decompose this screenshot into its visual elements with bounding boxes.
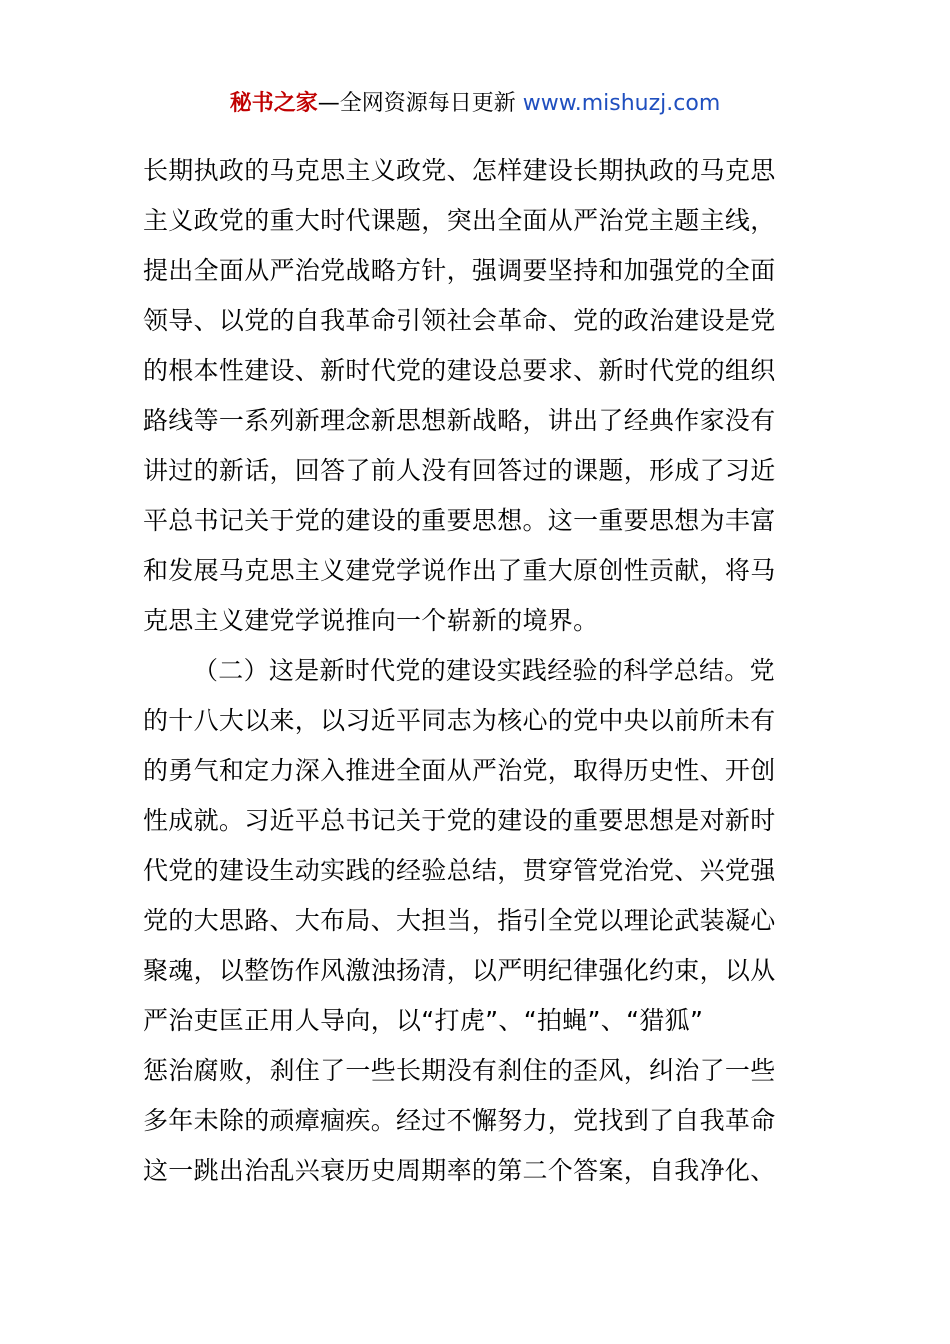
text-line: 平总书记关于党的建设的重要思想。这一重要思想为丰富 <box>143 506 776 535</box>
site-header <box>0 88 950 120</box>
text-line: 多年未除的顽瘴痼疾。经过不懈努力，党找到了自我革命 <box>143 1106 776 1135</box>
text-line: 代党的建设生动实践的经验总结，贯穿管党治党、兴党强 <box>143 856 776 885</box>
text-line: 讲过的新话，回答了前人没有回答过的课题，形成了习近 <box>143 456 776 485</box>
text-line: 和发展马克思主义建党学说作出了重大原创性贡献，将马 <box>143 556 776 585</box>
section-heading-line: （二）这是新时代党的建设实践经验的科学总结。党 <box>193 656 775 685</box>
text-line: 严治吏匡正用人导向，以“打虎”、“拍蝇”、“猎狐” <box>143 1006 704 1035</box>
document-body <box>143 146 809 1196</box>
text-line: 提出全面从严治党战略方针，强调要坚持和加强党的全面 <box>143 256 776 285</box>
text-line: 长期执政的马克思主义政党、怎样建设长期执政的马克思 <box>143 156 776 185</box>
site-url-link[interactable]: www.mishuzj.com <box>522 91 721 116</box>
text-line: 聚魂，以整饬作风激浊扬清，以严明纪律强化约束，以从 <box>143 956 776 985</box>
text-line: 这一跳出治乱兴衰历史周期率的第二个答案，自我净化、 <box>143 1156 776 1185</box>
text-line: 性成就。习近平总书记关于党的建设的重要思想是对新时 <box>143 806 776 835</box>
text-line: 路线等一系列新理念新思想新战略，讲出了经典作家没有 <box>143 406 776 435</box>
text-line: 的十八大以来，以习近平同志为核心的党中央以前所未有 <box>143 706 776 735</box>
text-line: 的根本性建设、新时代党的建设总要求、新时代党的组织 <box>143 356 776 385</box>
brand-name: 秘书之家 <box>229 91 318 116</box>
text-line: 的勇气和定力深入推进全面从严治党，取得历史性、开创 <box>143 756 776 785</box>
text-line: 党的大思路、大布局、大担当，指引全党以理论武装凝心 <box>143 906 776 935</box>
text-line: 主义政党的重大时代课题，突出全面从严治党主题主线， <box>143 206 776 235</box>
text-line: 克思主义建党学说推向一个崭新的境界。 <box>143 606 599 635</box>
text-line: 领导、以党的自我革命引领社会革命、党的政治建设是党 <box>143 306 776 335</box>
text-line: 惩治腐败，刹住了一些长期没有刹住的歪风，纠治了一些 <box>143 1056 776 1085</box>
header-tagline: —全网资源每日更新 <box>317 91 523 116</box>
